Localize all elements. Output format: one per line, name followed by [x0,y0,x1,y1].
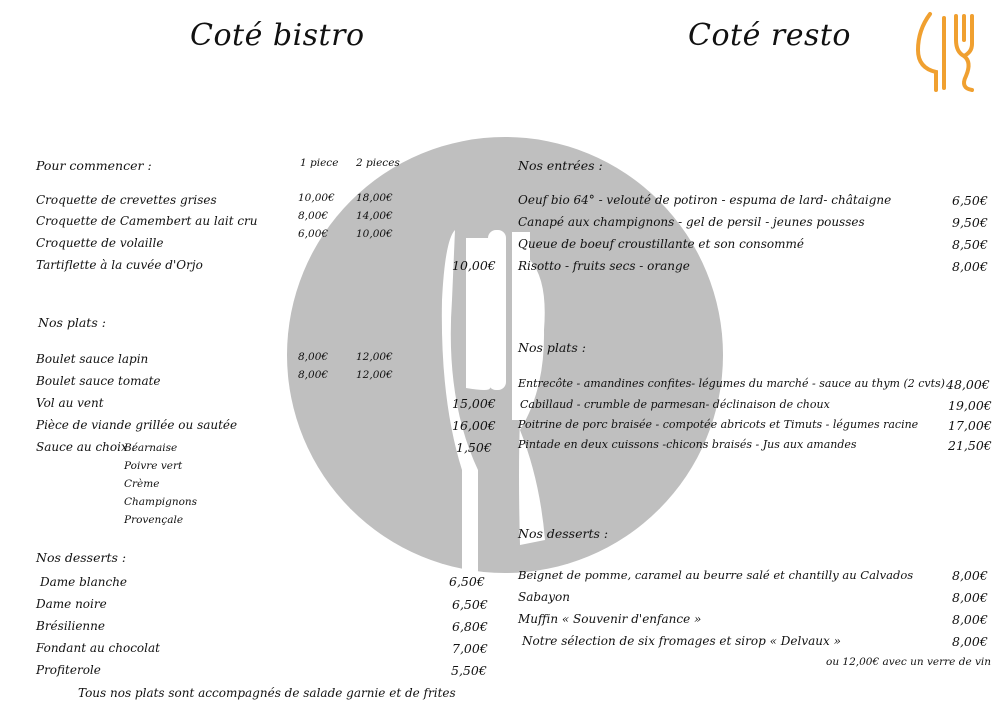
bistro-main-price-2: 12,00€ [356,351,393,363]
bistro-desserts-heading: Nos desserts : [36,550,127,565]
sauce-option: Poivre vert [124,460,183,472]
resto-dessert-item: Beignet de pomme, caramel au beurre salé et chantilly au Calvados [518,568,914,582]
resto-starter-item: Queue de boeuf croustillante et son consommé [518,237,805,251]
sauce-option: Crème [124,478,160,490]
resto-starter-item: Oeuf bio 64° - velouté de potiron - espuma de lard- châtaigne [518,193,892,207]
resto-dessert-price: 8,00€ [952,568,988,583]
resto-dessert-item: Notre sélection de six fromages et sirop « Delvaux » [522,634,841,648]
bistro-dessert-item: Brésilienne [36,619,105,633]
resto-dessert-price: 8,00€ [952,634,988,649]
resto-starter-price: 8,00€ [952,259,988,274]
bistro-dessert-price: 6,50€ [452,597,488,612]
resto-main-item: Pintade en deux cuissons -chicons braisés - Jus aux amandes [518,438,857,451]
bistro-footnote: Tous nos plats sont accompagnés de salade garnie et de frites [78,686,456,700]
bistro-main-price-1: 8,00€ [298,369,329,381]
bistro-main-item: Boulet sauce tomate [36,374,161,388]
bistro-main-item: Vol au vent [36,396,104,410]
bistro-sauce-label: Sauce au choix : [36,440,136,454]
bistro-starter-price-1: 6,00€ [298,228,329,240]
bistro-starter-price-1: 10,00€ [298,192,335,204]
bistro-dessert-price: 5,50€ [451,663,487,678]
bistro-dessert-price: 6,80€ [452,619,488,634]
bistro-starter-price-2: 10,00€ [356,228,393,240]
resto-mains-heading: Nos plats : [518,340,586,355]
resto-starter-item: Canapé aux champignons - gel de persil - jeunes pousses [518,215,865,229]
bistro-main-price-1: 8,00€ [298,351,329,363]
bistro-starter-price-2: 18,00€ [356,192,393,204]
sauce-option: Provençale [124,514,184,526]
bistro-starter-price: 10,00€ [452,258,496,273]
bistro-mains-heading: Nos plats : [38,315,106,330]
resto-dessert-price: 8,00€ [952,590,988,605]
resto-main-price: 17,00€ [948,418,992,433]
bistro-dessert-price: 6,50€ [449,574,485,589]
sauce-option: Champignons [124,496,198,508]
cutlery-logo-icon [912,10,982,94]
resto-dessert-item: Sabayon [518,590,570,604]
resto-dessert-wine-note: ou 12,00€ avec un verre de vin [826,656,992,668]
resto-starter-item: Risotto - fruits secs - orange [518,259,690,273]
bistro-starter-item: Croquette de Camembert au lait cru [36,214,258,228]
bistro-title: Coté bistro [190,18,365,53]
bistro-main-price: 15,00€ [452,396,496,411]
bistro-sauce-price: 1,50€ [456,440,492,455]
resto-dessert-price: 8,00€ [952,612,988,627]
bistro-starter-item: Croquette de crevettes grises [36,193,217,207]
resto-starters-heading: Nos entrées : [518,158,603,173]
bistro-starters-heading: Pour commencer : [36,158,152,173]
resto-main-item: Cabillaud - crumble de parmesan- déclinaison de choux [520,398,830,411]
bistro-starter-price-2: 14,00€ [356,210,393,222]
resto-dessert-item: Muffin « Souvenir d'enfance » [518,612,702,626]
bistro-main-item: Pièce de viande grillée ou sautée [36,418,238,432]
sauce-option: Béarnaise [124,442,178,454]
resto-starter-price: 9,50€ [952,215,988,230]
bistro-dessert-price: 7,00€ [452,641,488,656]
bistro-dessert-item: Fondant au chocolat [36,641,160,655]
bistro-main-price-2: 12,00€ [356,369,393,381]
bistro-dessert-item: Profiterole [36,663,101,677]
resto-desserts-heading: Nos desserts : [518,526,609,541]
resto-main-price: 48,00€ [946,377,990,392]
resto-main-price: 19,00€ [948,398,992,413]
resto-starter-price: 8,50€ [952,237,988,252]
bistro-dessert-item: Dame noire [36,597,107,611]
resto-main-price: 21,50€ [948,438,992,453]
resto-starter-price: 6,50€ [952,193,988,208]
bistro-col-2-pieces: 2 pieces [356,157,400,169]
resto-main-item: Entrecôte - amandines confites- légumes du marché - sauce au thym (2 cvts) [518,377,945,390]
bistro-main-price: 16,00€ [452,418,496,433]
bistro-starter-item: Tartiflette à la cuvée d'Orjo [36,258,203,272]
resto-main-item: Poitrine de porc braisée - compotée abricots et Timuts - légumes racine [518,418,919,431]
bistro-starter-item: Croquette de volaille [36,236,164,250]
bistro-starter-price-1: 8,00€ [298,210,329,222]
bistro-dessert-item: Dame blanche [40,575,128,589]
bistro-col-1-piece: 1 piece [300,157,339,169]
bistro-main-item: Boulet sauce lapin [36,352,149,366]
resto-title: Coté resto [688,18,851,53]
